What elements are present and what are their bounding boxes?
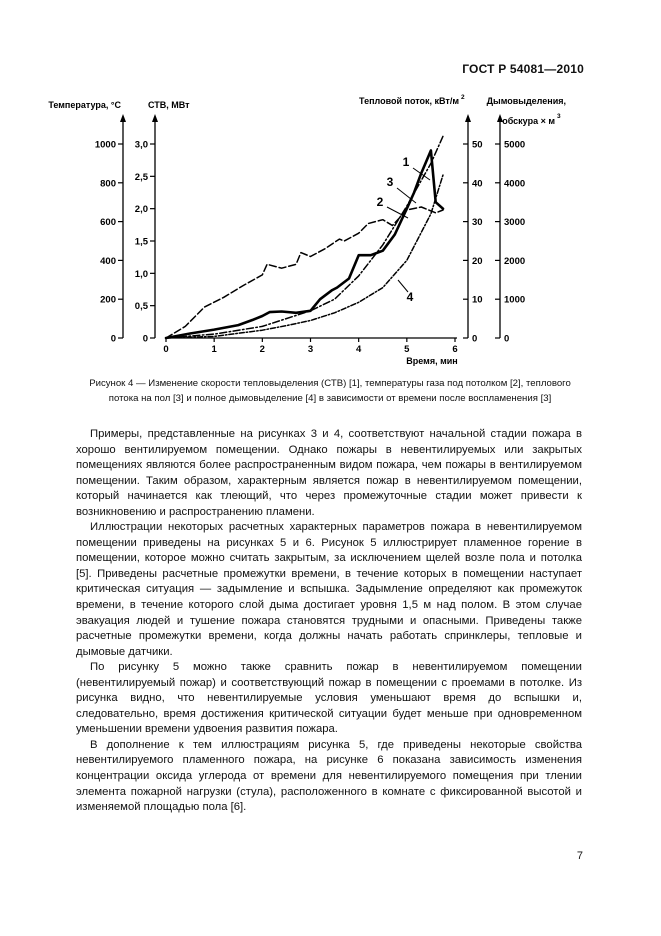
x-tick-label: 1 [211, 344, 217, 355]
smoke-tick-label: 1000 [504, 294, 526, 306]
paragraph-4: В дополнение к тем иллюстрациям рисунка 5, где приведены некоторые свойства невентилируемого пламенного пожара, на рисунке 6 показана зависимость изменения концентрации оксида углерода от времени для невентилируемого помещения при тлении элемента пожарной нагрузки (стула), расположенного в комнате с фиксированной высотой и изменяемой площадью пола [6]. [76, 738, 582, 814]
heat_flux-axis-arrow [465, 114, 471, 122]
hrr-tick-label: 2,0 [134, 204, 148, 216]
hrr-axis-arrow [152, 114, 158, 122]
series-line-2 [166, 207, 443, 338]
smoke-axis-label-line2: обскура × м [502, 116, 555, 126]
heat_flux-tick-label: 0 [472, 333, 478, 345]
smoke-tick-label: 3000 [504, 217, 526, 229]
x-tick-label: 0 [163, 344, 169, 355]
heat-flux-axis-label: Тепловой поток, кВт/м [359, 96, 459, 106]
temperature-axis-arrow [120, 114, 126, 122]
hrr-tick-label: 2,5 [134, 171, 148, 183]
hrr-axis-label: СТВ, МВт [148, 100, 190, 110]
x-tick-label: 3 [307, 344, 314, 355]
x-tick-label: 6 [452, 344, 458, 355]
smoke-tick-label: 5000 [504, 139, 526, 151]
x-axis-label: Время, мин [406, 356, 458, 366]
body-text [76, 427, 582, 816]
smoke-tick-label: 4000 [504, 178, 526, 190]
curve-label-3: 3 [386, 175, 394, 189]
hrr-tick-label: 0 [142, 333, 148, 345]
hrr-tick-label: 0,5 [134, 301, 148, 313]
hrr-tick-label: 3,0 [134, 139, 148, 151]
smoke-tick-label: 0 [504, 333, 510, 345]
paragraph-1: Примеры, представленные на рисунках 3 и 4, соответствуют начальной стадии пожара в хорошо вентилируемом помещении. Однако пожары в невентилируемых или закрытых помещениях являются более распространенным видом пожара, чем пожары в вентилируемом помещении. Таким образом, характерным является пожар в невентилируемом помещении, который начинается как тлеющий, что через промежуточные стадии может привести к возникновению и распространению пламени. [76, 428, 582, 518]
fire-development-chart [0, 0, 661, 380]
x-tick-label: 5 [404, 344, 410, 355]
smoke-axis-superscript: 3 [557, 113, 561, 120]
hrr-tick-label: 1,5 [134, 236, 148, 248]
smoke-tick-label: 2000 [504, 255, 526, 267]
chart-series [166, 136, 443, 338]
caption-line-1: Рисунок 4 — Изменение скорости тепловыделения (СТВ) [1], температуры газа под потолком [2], теплового [89, 378, 571, 389]
caption-line-2: потока на пол [3] и полное дымовыделение [4] в зависимости от времени после воспламенения [3] [108, 393, 552, 404]
temperature-tick-label: 800 [100, 178, 116, 190]
temperature-tick-label: 600 [100, 217, 116, 229]
paragraph-3: По рисунку 5 можно также сравнить пожар в невентилируемом помещении (невентилируемый пожар) и соответствующий пожар в помещении с проемами в потолке. Из рисунка видно, что невентилируемые условия уменьшают время до вспышки и, следовательно, время достижения критической ситуации будет меньше при одновременном уменьшении времени удвоения развития пожара. [76, 661, 582, 736]
temperature-tick-label: 200 [100, 294, 116, 306]
hrr-tick-label: 1,0 [134, 268, 148, 280]
curve-label-2: 2 [376, 195, 384, 209]
heat_flux-tick-label: 30 [472, 217, 483, 229]
heat_flux-tick-label: 20 [472, 255, 483, 267]
paragraph-2: Иллюстрации некоторых расчетных характерных параметров пожара в невентилируемом помещении приведены на рисунках 5 и 6. Рисунок 5 иллюстрирует пламенное горение в помещении, которое можно считать закрытым, за исключением щелей возле пола и потолка [5]. Приведены расчетные промежутки времени, в течение которых в помещении наступает критическая ситуация — задымление и вспышка. Задымление определяют как промежуток времени, в течение которого слой дыма достигает уровня 1,5 м над полом. В этом случае эвакуация людей и тушение пожара становятся трудными и опасными. Приведены также расчетные промежутки времени, когда должны начать работать спринклеры, тепловые и дымовые датчики. [76, 521, 582, 658]
heat-flux-axis-superscript: 2 [461, 94, 465, 101]
document-standard-header: ГОСТ Р 54081—2010 [462, 62, 584, 76]
smoke-axis-label-line1: Дымовыделения, [486, 96, 566, 106]
curve-label-4: 4 [406, 290, 414, 304]
temperature-tick-label: 400 [100, 255, 116, 267]
x-tick-label: 2 [259, 344, 265, 355]
series-line-1 [166, 151, 443, 339]
page-number: 7 [576, 850, 583, 862]
temperature-tick-label: 0 [110, 333, 116, 345]
x-tick-label: 4 [356, 344, 362, 355]
series-line-4 [166, 175, 443, 338]
chart-axes [48, 94, 566, 366]
series-line-3 [166, 136, 443, 338]
heat_flux-tick-label: 50 [472, 139, 483, 151]
temperature-tick-label: 1000 [94, 139, 116, 151]
figure-caption [60, 376, 600, 406]
heat_flux-tick-label: 40 [472, 178, 483, 190]
heat_flux-tick-label: 10 [472, 294, 483, 306]
curve-label-1: 1 [402, 155, 410, 169]
temperature-axis-label: Температура, °С [48, 100, 121, 110]
